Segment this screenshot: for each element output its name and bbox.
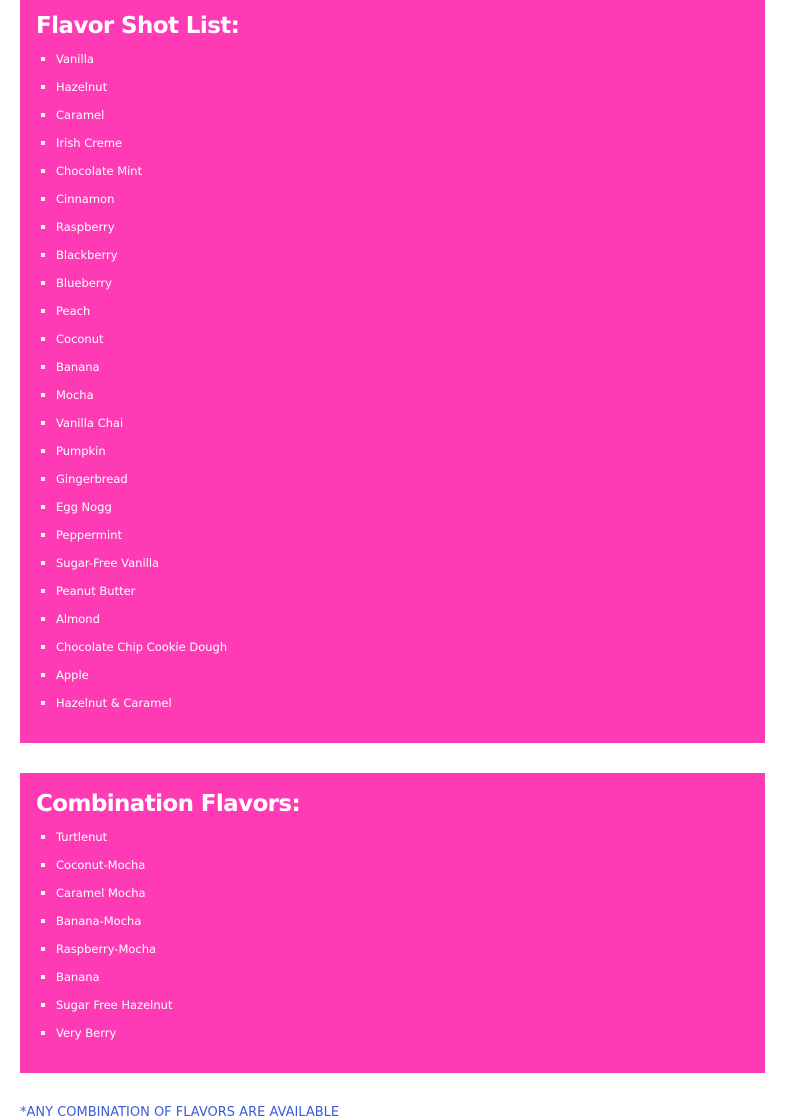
list-item: Almond <box>36 605 749 633</box>
list-item: Banana <box>36 353 749 381</box>
list-item: Very Berry <box>36 1019 749 1047</box>
list-item: Raspberry <box>36 213 749 241</box>
flavor-shot-list-panel <box>20 0 765 743</box>
combination-flavors-title: Combination Flavors: <box>36 791 301 817</box>
list-item: Caramel Mocha <box>36 879 749 907</box>
list-item: Peach <box>36 297 749 325</box>
list-item: Vanilla Chai <box>36 409 749 437</box>
list-item: Sugar-Free Vanilla <box>36 549 749 577</box>
combination-flavors-panel <box>20 773 765 1073</box>
list-item: Hazelnut & Caramel <box>36 689 749 717</box>
flavor-shot-list-title: Flavor Shot List: <box>36 13 240 39</box>
list-item: Turtlenut <box>36 823 749 851</box>
flavor-shot-list <box>36 45 749 717</box>
list-item: Cinnamon <box>36 185 749 213</box>
list-item: Coconut-Mocha <box>36 851 749 879</box>
list-item: Caramel <box>36 101 749 129</box>
list-item: Irish Creme <box>36 129 749 157</box>
list-item: Vanilla <box>36 45 749 73</box>
list-item: Blackberry <box>36 241 749 269</box>
list-item: Mocha <box>36 381 749 409</box>
list-item: Hazelnut <box>36 73 749 101</box>
list-item: Gingerbread <box>36 465 749 493</box>
list-item: Sugar Free Hazelnut <box>36 991 749 1019</box>
list-item: Apple <box>36 661 749 689</box>
list-item: Chocolate Mint <box>36 157 749 185</box>
list-item: Raspberry-Mocha <box>36 935 749 963</box>
combination-flavors-list <box>36 823 749 1047</box>
list-item: Banana-Mocha <box>36 907 749 935</box>
list-item: Banana <box>36 963 749 991</box>
list-item: Egg Nogg <box>36 493 749 521</box>
list-item: Peanut Butter <box>36 577 749 605</box>
list-item: Peppermint <box>36 521 749 549</box>
list-item: Chocolate Chip Cookie Dough <box>36 633 749 661</box>
availability-footnote: *ANY COMBINATION OF FLAVORS ARE AVAILABLE <box>20 1105 340 1120</box>
list-item: Blueberry <box>36 269 749 297</box>
list-item: Pumpkin <box>36 437 749 465</box>
list-item: Coconut <box>36 325 749 353</box>
